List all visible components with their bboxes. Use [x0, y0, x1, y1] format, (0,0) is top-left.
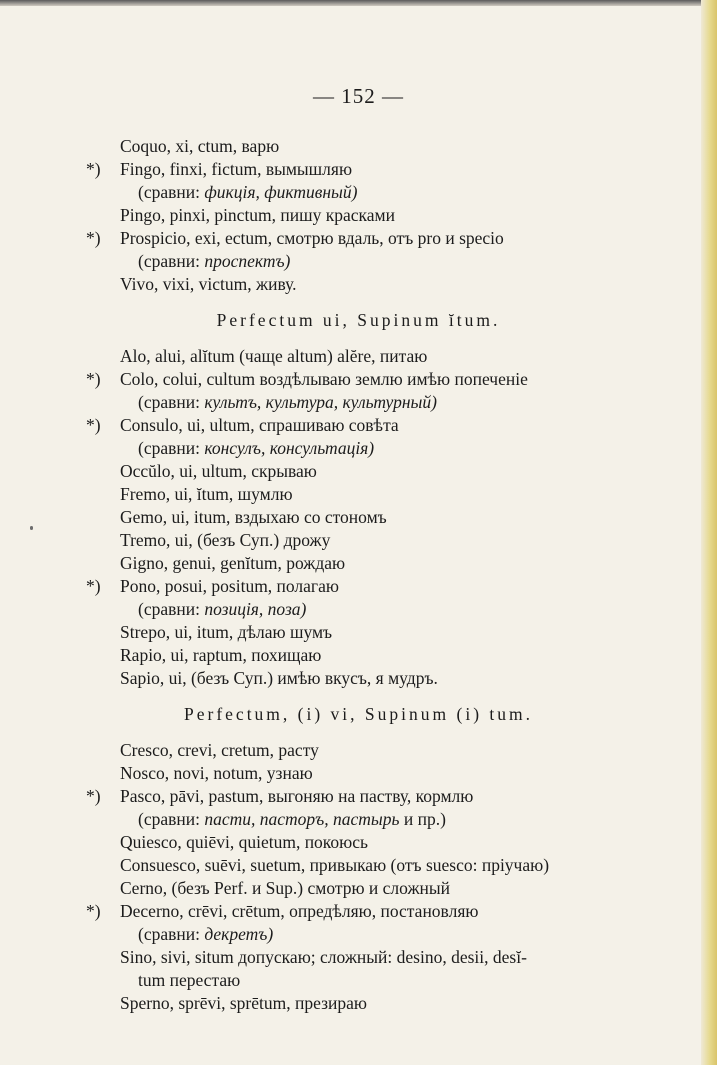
line-text: [120, 459, 317, 483]
text-line: [0, 180, 717, 204]
line-plain: Prospicio, exi, ectum, смотрю вдаль, отъ pro и specio: [120, 228, 504, 248]
line-plain: Sapio, ui, (безъ Суп.) имѣю вкусъ, я мудръ.: [120, 668, 438, 688]
line-plain: Coquo, xi, ctum, варю: [120, 136, 280, 156]
text-line: [0, 344, 717, 368]
line-text: [120, 784, 473, 808]
line-plain: Pasco, pāvi, pastum, выгоняю на паству, кормлю: [120, 786, 474, 806]
line-text: [120, 157, 352, 181]
line-italic: декретъ): [204, 924, 274, 944]
line-italic: пасти, пасторъ, пастырь: [204, 809, 400, 829]
line-text: [138, 968, 240, 992]
line-italic: проспектъ): [204, 251, 291, 271]
line-text: [120, 853, 549, 877]
text-line: [0, 597, 717, 621]
line-plain: Quiesco, quiēvi, quietum, покоюсь: [120, 832, 368, 852]
footnote-mark: *): [86, 415, 101, 435]
line-text: [138, 597, 306, 621]
line-plain: Consulo, ui, ultum, спрашиваю совѣта: [120, 415, 399, 435]
line-plain: (сравни:: [138, 599, 205, 619]
line-plain: Pono, posui, positum, полагаю: [120, 576, 339, 596]
line-plain: (сравни:: [138, 924, 205, 944]
text-line: [0, 620, 717, 644]
footnote-mark: *): [86, 228, 101, 248]
text-line: [0, 853, 717, 877]
line-text: [120, 528, 330, 552]
line-plain: Decerno, crēvi, crētum, опредѣляю, постановляю: [120, 901, 479, 921]
line-plain: Colo, colui, cultum воздѣлываю землю имѣю попеченіе: [120, 369, 528, 389]
text-line: [0, 968, 717, 992]
line-plain: Fingo, finxi, fictum, вымышляю: [120, 159, 353, 179]
text-line: [0, 666, 717, 690]
text-line: [0, 807, 717, 831]
footnote-mark: *): [86, 901, 101, 921]
line-italic: культъ, культура, культурный): [204, 392, 437, 412]
footnote-mark: *): [86, 159, 101, 179]
line-text: [120, 991, 367, 1015]
text-line: [0, 226, 717, 250]
text-line: [0, 505, 717, 529]
text-line: [0, 761, 717, 785]
text-line: [0, 643, 717, 667]
line-text: [138, 180, 357, 204]
line-text: [120, 830, 368, 854]
text-line: [0, 367, 717, 391]
text-line: [0, 413, 717, 437]
text-line: [0, 249, 717, 273]
text-line: [0, 203, 717, 227]
line-plain: Sino, sivi, situm допускаю; сложный: desino, desii, desĭ-: [120, 947, 527, 967]
text-line: [0, 482, 717, 506]
line-text: [120, 367, 528, 391]
line-text: [138, 436, 374, 460]
line-plain: (сравни:: [138, 251, 205, 271]
line-plain: (сравни:: [138, 182, 205, 202]
text-line: [0, 830, 717, 854]
line-italic: консулъ, консультація): [204, 438, 375, 458]
footnote-mark: *): [86, 576, 101, 596]
line-plain: tum перестаю: [138, 970, 241, 990]
line-text: [120, 551, 345, 575]
section-heading: Perfectum ui, Supinum ĭtum.: [216, 310, 501, 330]
text-line: [0, 784, 717, 808]
text-line: [0, 551, 717, 575]
text-line: [0, 157, 717, 181]
line-plain: Sperno, sprēvi, sprētum, презираю: [120, 993, 367, 1013]
line-plain: Occŭlo, ui, ultum, скрываю: [120, 461, 317, 481]
line-text: [120, 899, 478, 923]
line-plain: Alo, alui, alĭtum (чаще altum) alĕre, питаю: [120, 346, 428, 366]
line-text: [120, 226, 504, 250]
line-plain: Strepo, ui, itum, дѣлаю шумъ: [120, 622, 333, 642]
text-line: [0, 991, 717, 1015]
text-line: [0, 945, 717, 969]
line-text: [120, 643, 321, 667]
line-text: [138, 249, 290, 273]
line-plain: Gemo, ui, itum, вздыхаю со стономъ: [120, 507, 387, 527]
line-text: [120, 666, 438, 690]
line-text: [120, 344, 427, 368]
footnote-mark: *): [86, 369, 101, 389]
text-line: [0, 574, 717, 598]
line-plain: Rapio, ui, raptum, похищаю: [120, 645, 322, 665]
line-plain: Cresco, crevi, cretum, расту: [120, 740, 319, 760]
line-plain: Fremo, ui, ĭtum, шумлю: [120, 484, 293, 504]
line-text: [120, 574, 339, 598]
line-italic: позиція, поза): [204, 599, 307, 619]
text-line: [0, 528, 717, 552]
page-number: — 152 —: [313, 84, 404, 108]
text-line: [0, 738, 717, 762]
line-text: [120, 738, 319, 762]
line-plain: (сравни:: [138, 392, 205, 412]
text-line: [0, 922, 717, 946]
line-text: [120, 134, 279, 158]
line-text: [138, 922, 273, 946]
page-top-edge: [0, 0, 717, 6]
line-text: [138, 807, 446, 831]
line-plain: (сравни:: [138, 438, 205, 458]
text-line: [0, 436, 717, 460]
line-plain: Tremo, ui, (безъ Суп.) дрожу: [120, 530, 331, 550]
line-text: [120, 482, 293, 506]
line-text: [120, 945, 527, 969]
text-line: [0, 899, 717, 923]
line-plain: Pingo, pinxi, pinctum, пишу красками: [120, 205, 395, 225]
text-line: [0, 134, 717, 158]
line-text: [120, 203, 395, 227]
line-tail: и пр.): [399, 809, 446, 829]
line-text: [120, 413, 399, 437]
line-plain: Vivo, vixi, victum, живу.: [120, 274, 297, 294]
line-text: [120, 272, 297, 296]
text-line: [0, 459, 717, 483]
line-italic: фикція, фиктивный): [204, 182, 358, 202]
text-line: [0, 390, 717, 414]
line-text: [120, 620, 332, 644]
line-text: [120, 761, 313, 785]
line-plain: Consuesco, suēvi, suetum, привыкаю (отъ suesco: пріучаю): [120, 855, 550, 875]
text-line: [0, 876, 717, 900]
line-text: [120, 876, 450, 900]
line-text: [120, 505, 387, 529]
line-text: [138, 390, 437, 414]
line-plain: Gigno, genui, genĭtum, рождаю: [120, 553, 346, 573]
line-plain: Cerno, (безъ Perf. и Sup.) смотрю и сложный: [120, 878, 451, 898]
line-plain: Nosco, novi, notum, узнаю: [120, 763, 313, 783]
text-line: [0, 272, 717, 296]
section-heading: Perfectum, (i) vi, Supinum (i) tum.: [184, 704, 533, 724]
line-plain: (сравни:: [138, 809, 205, 829]
footnote-mark: *): [86, 786, 101, 806]
